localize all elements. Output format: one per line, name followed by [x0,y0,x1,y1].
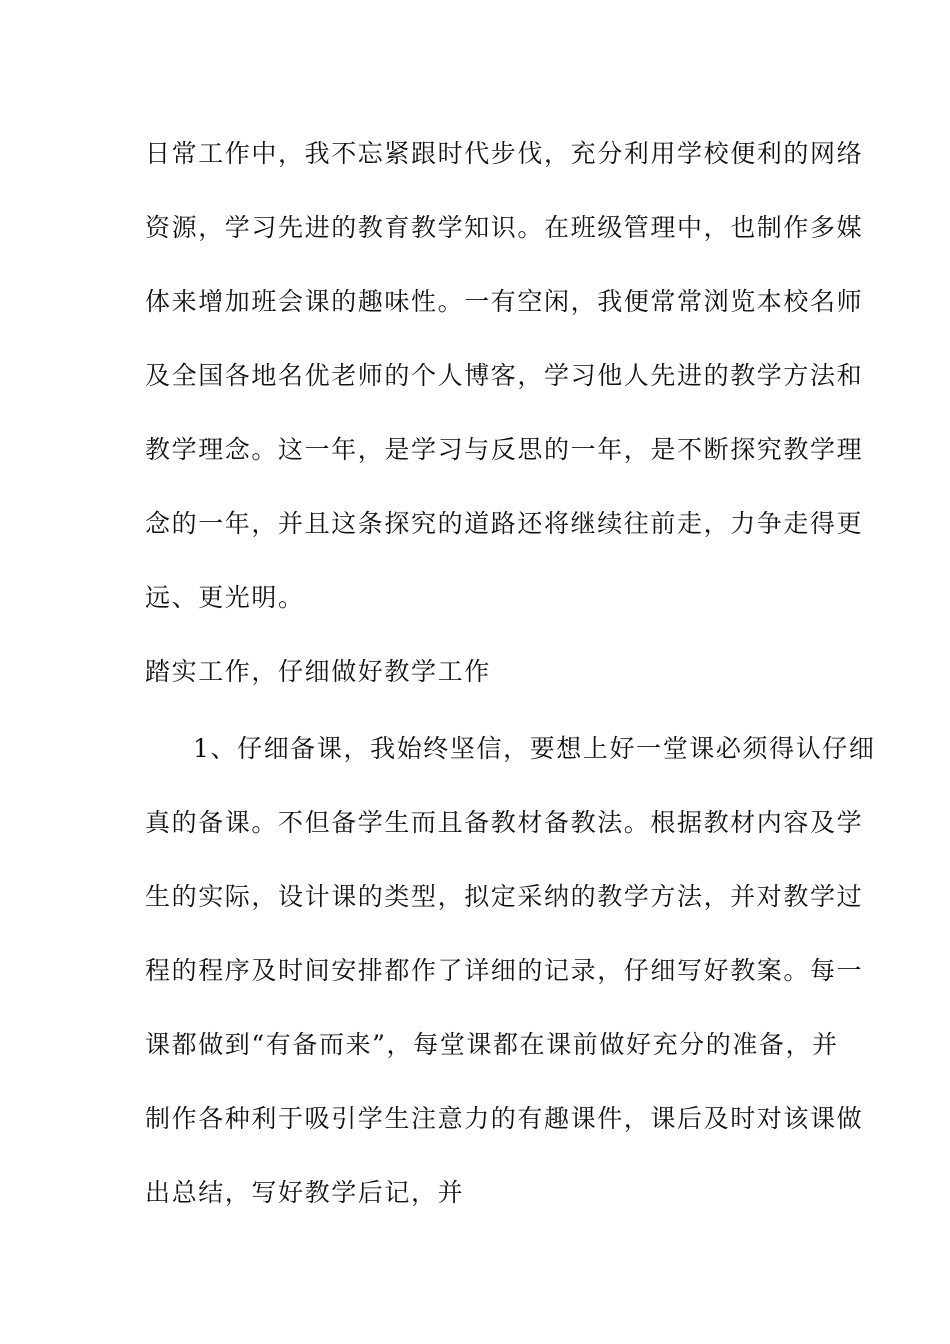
paragraph-line: 体来增加班会课的趣味性。一有空闲，我便常常浏览本校名师 [145,287,864,316]
paragraph-line: 出总结，写好教学后记，并 [145,1178,465,1207]
paragraph-line: 制作各种利于吸引学生注意力的有趣课件，课后及时对该课做 [145,1104,864,1133]
paragraph-line: 教学理念。这一年，是学习与反思的一年，是不断探究教学理 [145,435,864,464]
paragraph-line: 生的实际，设计课的类型，拟定采纳的教学方法，并对教学过 [145,882,864,911]
paragraph-line: 课都做到“有备而来”，每堂课都在课前做好充分的准备，并 [145,1030,839,1059]
paragraph-line: 日常工作中，我不忘紧跟时代步伐，充分利用学校便利的网络 [145,139,864,168]
paragraph-line: 及全国各地名优老师的个人博客，学习他人先进的教学方法和 [145,361,864,390]
paragraph-line: 远、更光明。 [145,583,305,612]
paragraph-line: 程的程序及时间安排都作了详细的记录，仔细写好教案。每一 [145,956,864,985]
paragraph-line: 资源，学习先进的教育教学知识。在班级管理中，也制作多媒 [145,213,864,242]
section-heading: 踏实工作，仔细做好教学工作 [145,657,491,686]
paragraph-line: 1、仔细备课，我始终坚信，要想上好一堂课必须得认仔细 [193,734,876,763]
paragraph-line: 念的一年，并且这条探究的道路还将继续往前走，力争走得更 [145,509,864,538]
paragraph-line: 真的备课。不但备学生而且备教材备教法。根据教材内容及学 [145,808,864,837]
